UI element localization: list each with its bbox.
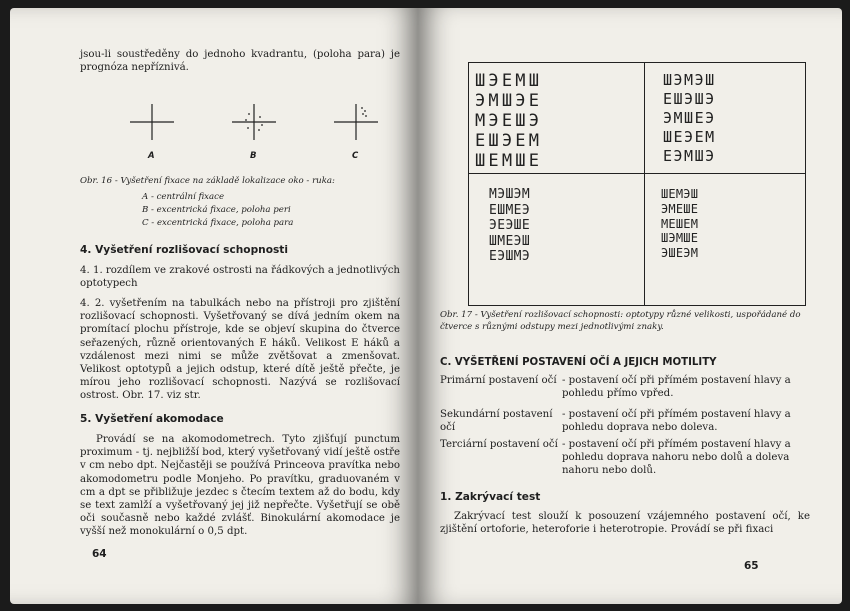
optotype-row: ШЭЕМШ <box>475 71 543 91</box>
section-c-heading: C. VYŠETŘENÍ POSTAVENÍ OČÍ A JEJICH MOTILITY <box>440 357 717 368</box>
optotype-row: ШМЕЭШ <box>489 233 531 249</box>
optotype-row: МЕШЕМ <box>661 216 699 231</box>
section-1-paragraph: Zakrývací test slouží k posouzení vzájemného postavení očí, ke zjištění ortoforie, heteroforie i heterotropie. Provádí se při fixaci <box>440 511 810 536</box>
fig16-label-a: A <box>148 151 155 161</box>
left-page <box>10 8 418 604</box>
page-number-right: 65 <box>744 560 759 572</box>
optotype-row: ЕЭМШЭ <box>663 147 716 165</box>
optotype-row: ЕШЭЕМ <box>475 131 543 151</box>
section-1-heading: 1. Zakrývací test <box>440 491 541 503</box>
position-label-primary: Primární postavení očí <box>440 375 557 386</box>
section-4-heading: 4. Vyšetření rozlišovací schopnosti <box>80 244 288 256</box>
right-page <box>418 8 842 604</box>
position-label-secondary: Sekundární postavení očí <box>440 409 553 434</box>
page-number-left: 64 <box>92 548 107 560</box>
optotype-row: ЕШМЕЭ <box>489 202 531 218</box>
fig16-item-a: A - centrální fixace <box>142 192 225 202</box>
fig16-label-b: B <box>250 151 257 161</box>
optotype-row: ШЭМШЕ <box>661 231 699 246</box>
optotype-row: ЭЕЭШЕ <box>489 218 531 233</box>
optotype-row: ЕШЭШЭ <box>663 90 716 108</box>
position-text-secondary: - postavení očí při přímém postavení hlavy a pohledu doprava nebo doleva. <box>562 409 791 434</box>
optotype-row: ЭШЕЭМ <box>661 246 699 261</box>
section-5-paragraph: Provádí se na akomodometrech. Tyto zjišťují punctum proximum - tj. nejbližší bod, který vyšetřovaný vidí ještě ostře v cm nebo dpt. Nejčastěji se používá Princeova pravítka nebo akomodometru podle Monjeho. Po pravítku, graduovaném v cm a dpt se přibližuje jezdec s čtecím textem až do bodu, kdy se text zamlží a vyšetřovaný jej již nepřečte. Vyšetřují se obě oči současně nebo každé zvlášť. Binokulární akomodace je vyšší než monokulární o 0,5 dpt. <box>80 434 400 538</box>
position-text-primary: - postavení očí při přímém postavení hlavy a pohledu přímo vpřed. <box>562 375 791 400</box>
fig16-caption: Obr. 16 - Vyšetření fixace na základě lokalizace oko - ruka: <box>80 176 335 186</box>
optotype-row: ШЕМШЕ <box>475 151 543 171</box>
intro-text: jsou-li soustředěny do jednoho kvadrantu, (poloha para) je prognóza nepříznivá. <box>80 49 400 74</box>
optotype-row: ШЭМЭШ <box>663 71 716 89</box>
section-4-point-1: 4. 1. rozdílem ve zrakové ostrosti na řádkových a jednotlivých optotypech <box>80 265 400 290</box>
fig16-item-b: B - excentrická fixace, poloha peri <box>142 205 291 215</box>
cross-c-icon <box>326 100 386 144</box>
chart-divider-vertical <box>644 63 645 305</box>
fig16-label-c: C <box>352 151 359 161</box>
section-4-point-2: 4. 2. vyšetřením na tabulkách nebo na přístroji pro zjištění rozlišovací schopnosti. Vyšetřovaný se dívá jedním okem na promítací plochu přístroje, kde se objeví skupina do čtverce seřazených, různě orientovaných E háků. Velikost E háků a vzdálenost mezi nimi se může zvětšovat a zmenšovat. Velikost optotypů a jejich odstup, které dítě ještě přečte, je mírou jeho rozlišovací schopnosti. Nazývá se rozlišovací ostrost. Obr. 17. viz str. <box>80 298 400 402</box>
optotype-row: МЭЕШЭ <box>475 111 543 131</box>
fig17-caption: Obr. 17 - Vyšetření rozlišovací schopnosti: optotypy různé velikosti, uspořádané do čtverce s různými odstupy mezi jednotlivými znaky. <box>440 310 801 332</box>
optotype-row: ЕЭШМЭ <box>489 249 531 264</box>
position-text-tertiary: - postavení očí při přímém postavení hlavy a pohledu doprava nahoru nebo dolů a doleva nahoru nebo dolů. <box>562 439 791 477</box>
optotype-row: ШЕМЭШ <box>661 187 699 201</box>
position-label-tertiary: Terciární postavení očí <box>440 439 558 450</box>
optotype-row: ЭМЕШЕ <box>661 201 699 216</box>
fig16-item-c: C - excentrická fixace, poloha para <box>142 218 294 228</box>
optotype-row: ШЕЭЕМ <box>663 128 716 146</box>
figure-17-optotype-chart <box>468 62 806 306</box>
section-5-heading: 5. Vyšetření akomodace <box>80 413 224 425</box>
optotype-row: ЭМШЕЭ <box>663 109 716 127</box>
optotype-row: ЭМШЭЕ <box>475 91 543 111</box>
chart-divider-horizontal <box>469 173 805 174</box>
optotype-row: МЭШЭМ <box>489 187 531 202</box>
cross-b-icon <box>224 100 284 144</box>
cross-a-icon <box>122 100 182 144</box>
